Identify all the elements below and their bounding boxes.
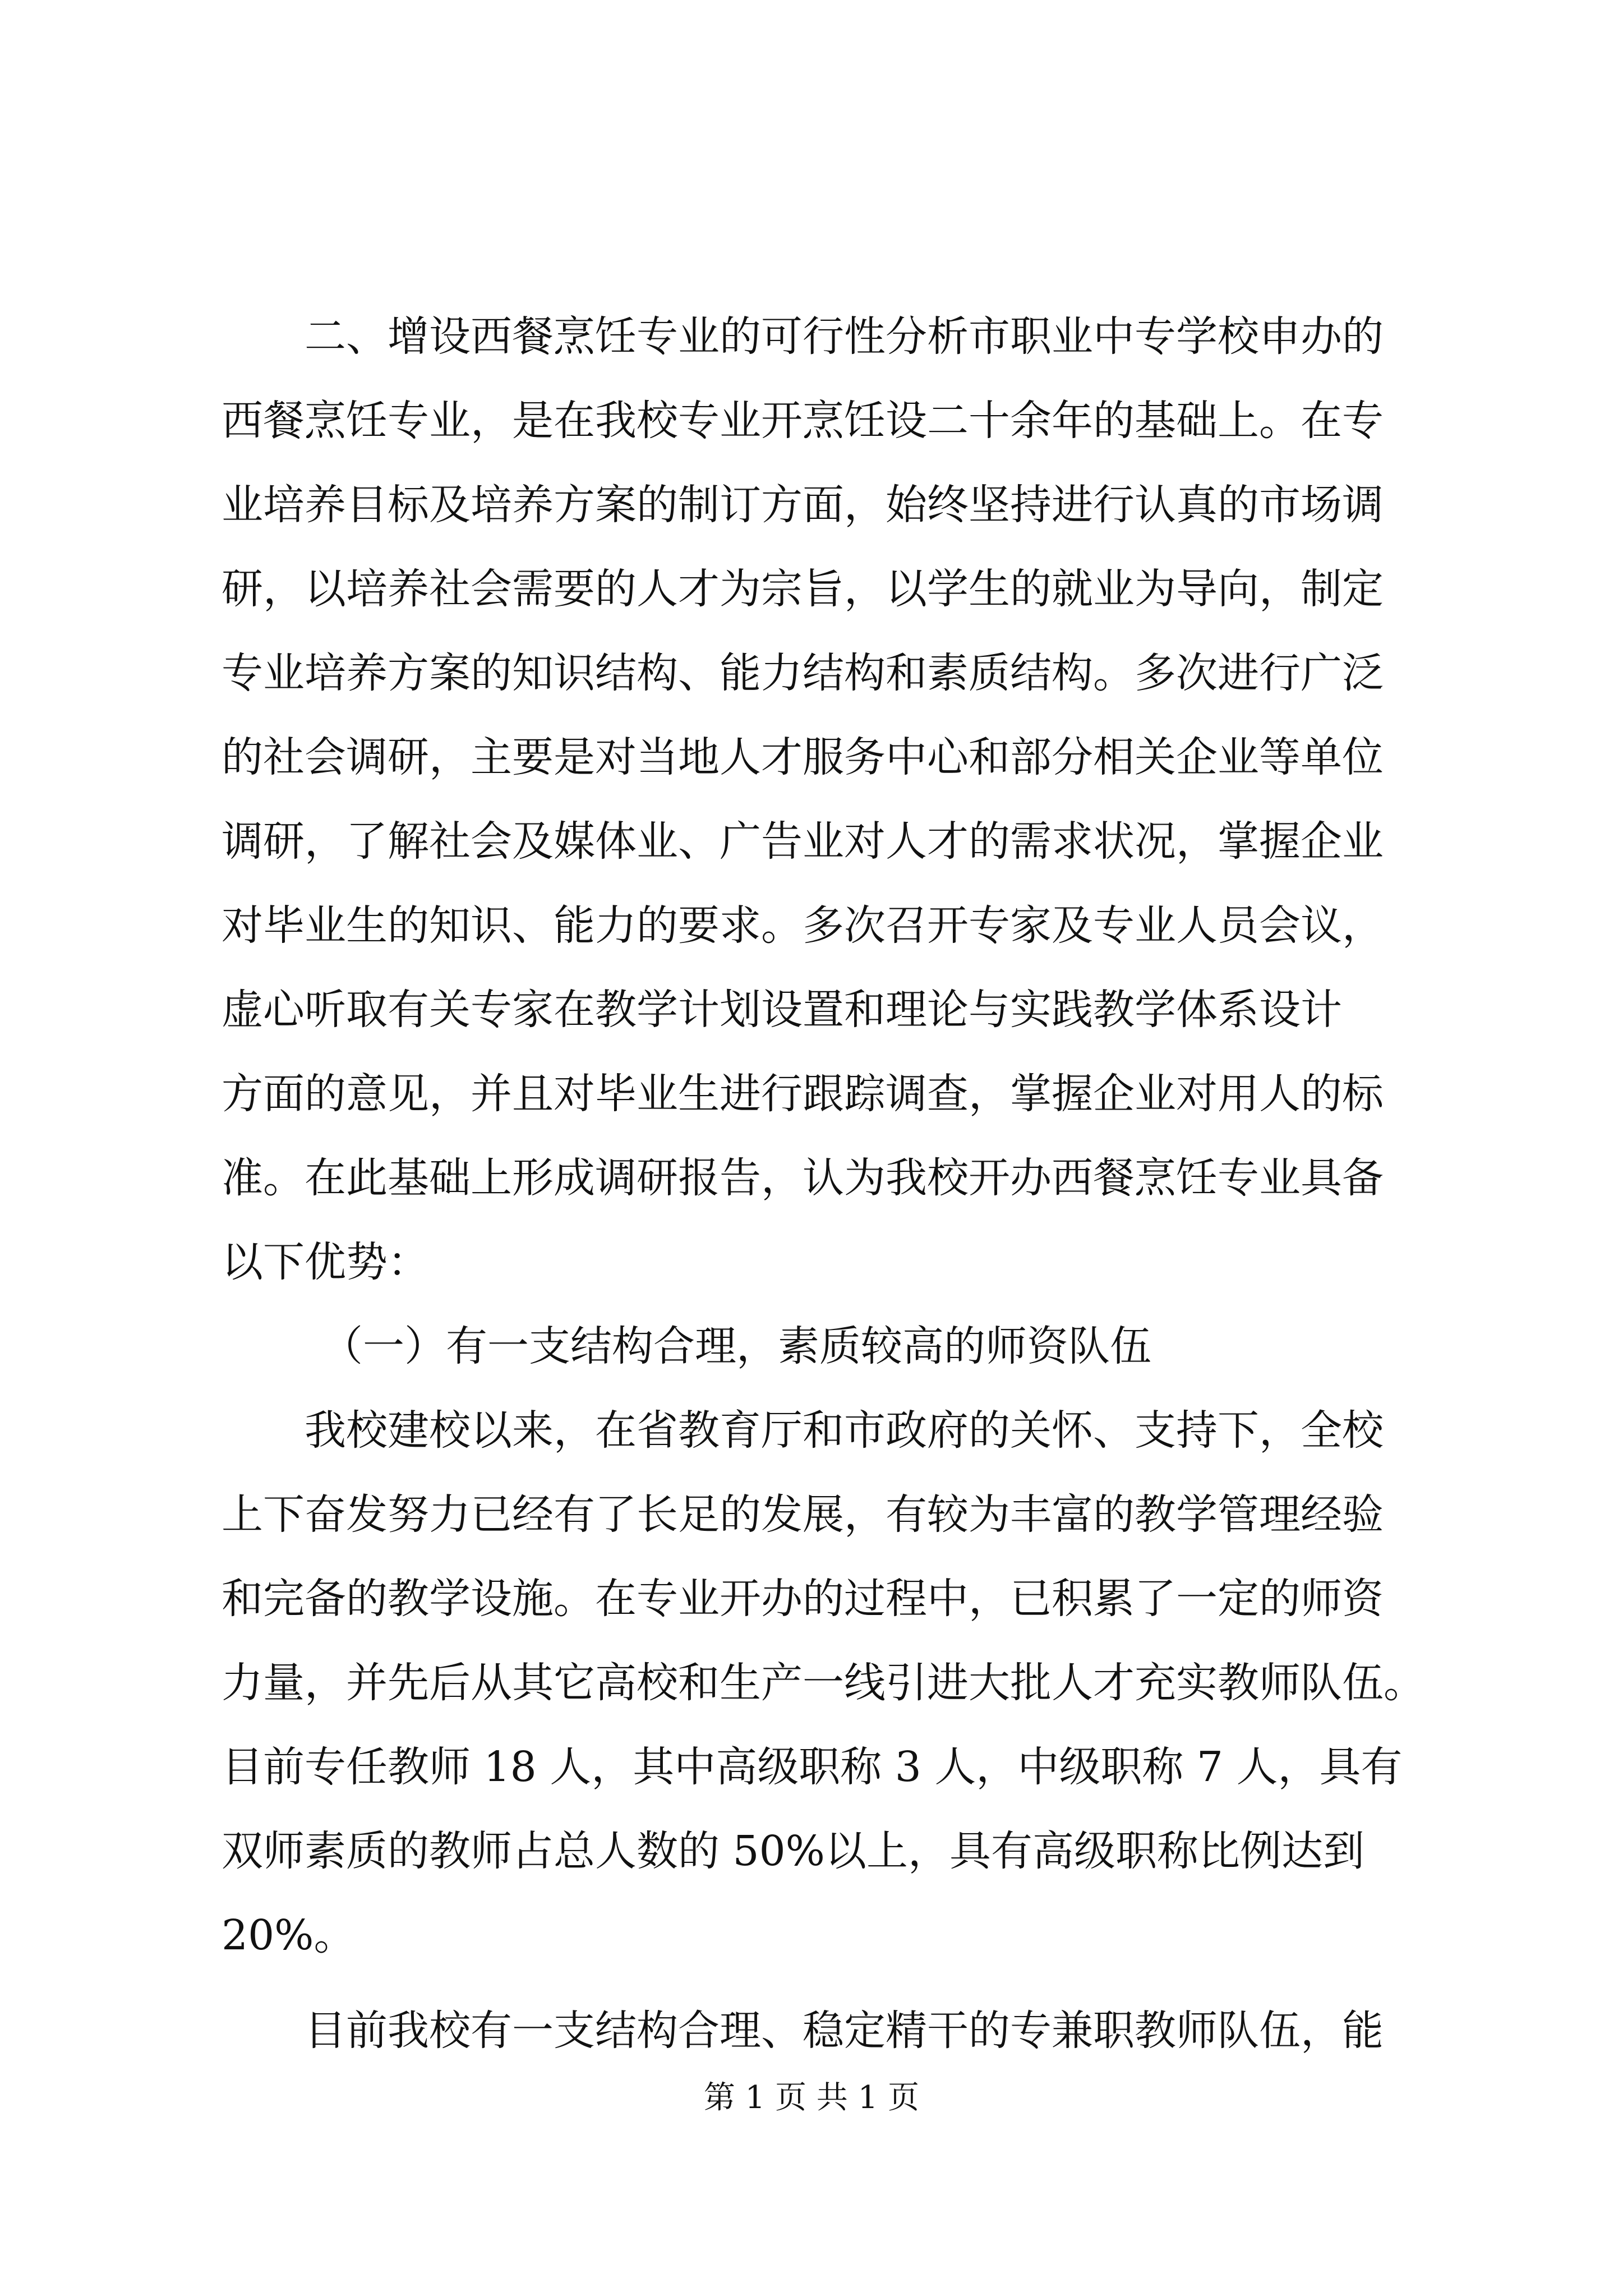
paragraph-2-line-6: 双师素质的教师占总人数的 50%以上，具有高级职称比例达到 [222,1827,1364,1875]
paragraph-2-line-7: 20%。 [222,1911,356,1959]
paragraph-1-line-8: 对毕业生的知识、能力的要求。多次召开专家及专业人员会议， [222,901,1384,950]
paragraph-1-line-3: 业培养目标及培养方案的制订方面，始终坚持进行认真的市场调 [222,481,1384,529]
paragraph-2-line-3: 和完备的教学设施。在专业开办的过程中，已积累了一定的师资 [222,1575,1384,1623]
paragraph-1-line-2: 西餐烹饪专业，是在我校专业开烹饪设二十余年的基础上。在专 [222,397,1384,445]
paragraph-1-line-9: 虚心听取有关专家在教学计划设置和理论与实践教学体系设计 [222,986,1342,1034]
paragraph-1-line-6: 的社会调研，主要是对当地人才服务中心和部分相关企业等单位 [222,733,1384,781]
paragraph-3-line-1: 目前我校有一支结构合理、稳定精干的专兼职教师队伍，能 [305,2007,1384,2055]
paragraph-1-line-12: 以下优势： [222,1238,429,1286]
paragraph-1-line-10: 方面的意见，并且对毕业生进行跟踪调查，掌握企业对用人的标 [222,1070,1384,1118]
paragraph-1-line-5: 专业培养方案的知识结构、能力结构和素质结构。多次进行广泛 [222,649,1384,697]
section-heading: （一）有一支结构合理，素质较高的师资队伍 [321,1322,1151,1370]
paragraph-1-line-11: 准。在此基础上形成调研报告，认为我校开办西餐烹饪专业具备 [222,1154,1384,1202]
page-footer: 第 1 页 共 1 页 [703,2079,920,2116]
document-body [222,295,1425,2073]
paragraph-1-line-7: 调研，了解社会及媒体业、广告业对人才的需求状况，掌握企业 [222,817,1384,866]
paragraph-2-line-2: 上下奋发努力已经有了长足的发展，有较为丰富的教学管理经验 [222,1490,1384,1539]
paragraph-2-line-1: 我校建校以来，在省教育厅和市政府的关怀、支持下，全校 [305,1406,1384,1455]
paragraph-1-line-4: 研，以培养社会需要的人才为宗旨，以学生的就业为导向，制定 [222,565,1384,613]
paragraph-2-line-5: 目前专任教师 18 人，其中高级职称 3 人，中级职称 7 人，具有 [222,1743,1403,1791]
paragraph-1-line-1: 二、增设西餐烹饪专业的可行性分析市职业中专学校申办的 [305,312,1384,361]
paragraph-2-line-4: 力量，并先后从其它高校和生产一线引进大批人才充实教师队伍。 [222,1659,1425,1707]
